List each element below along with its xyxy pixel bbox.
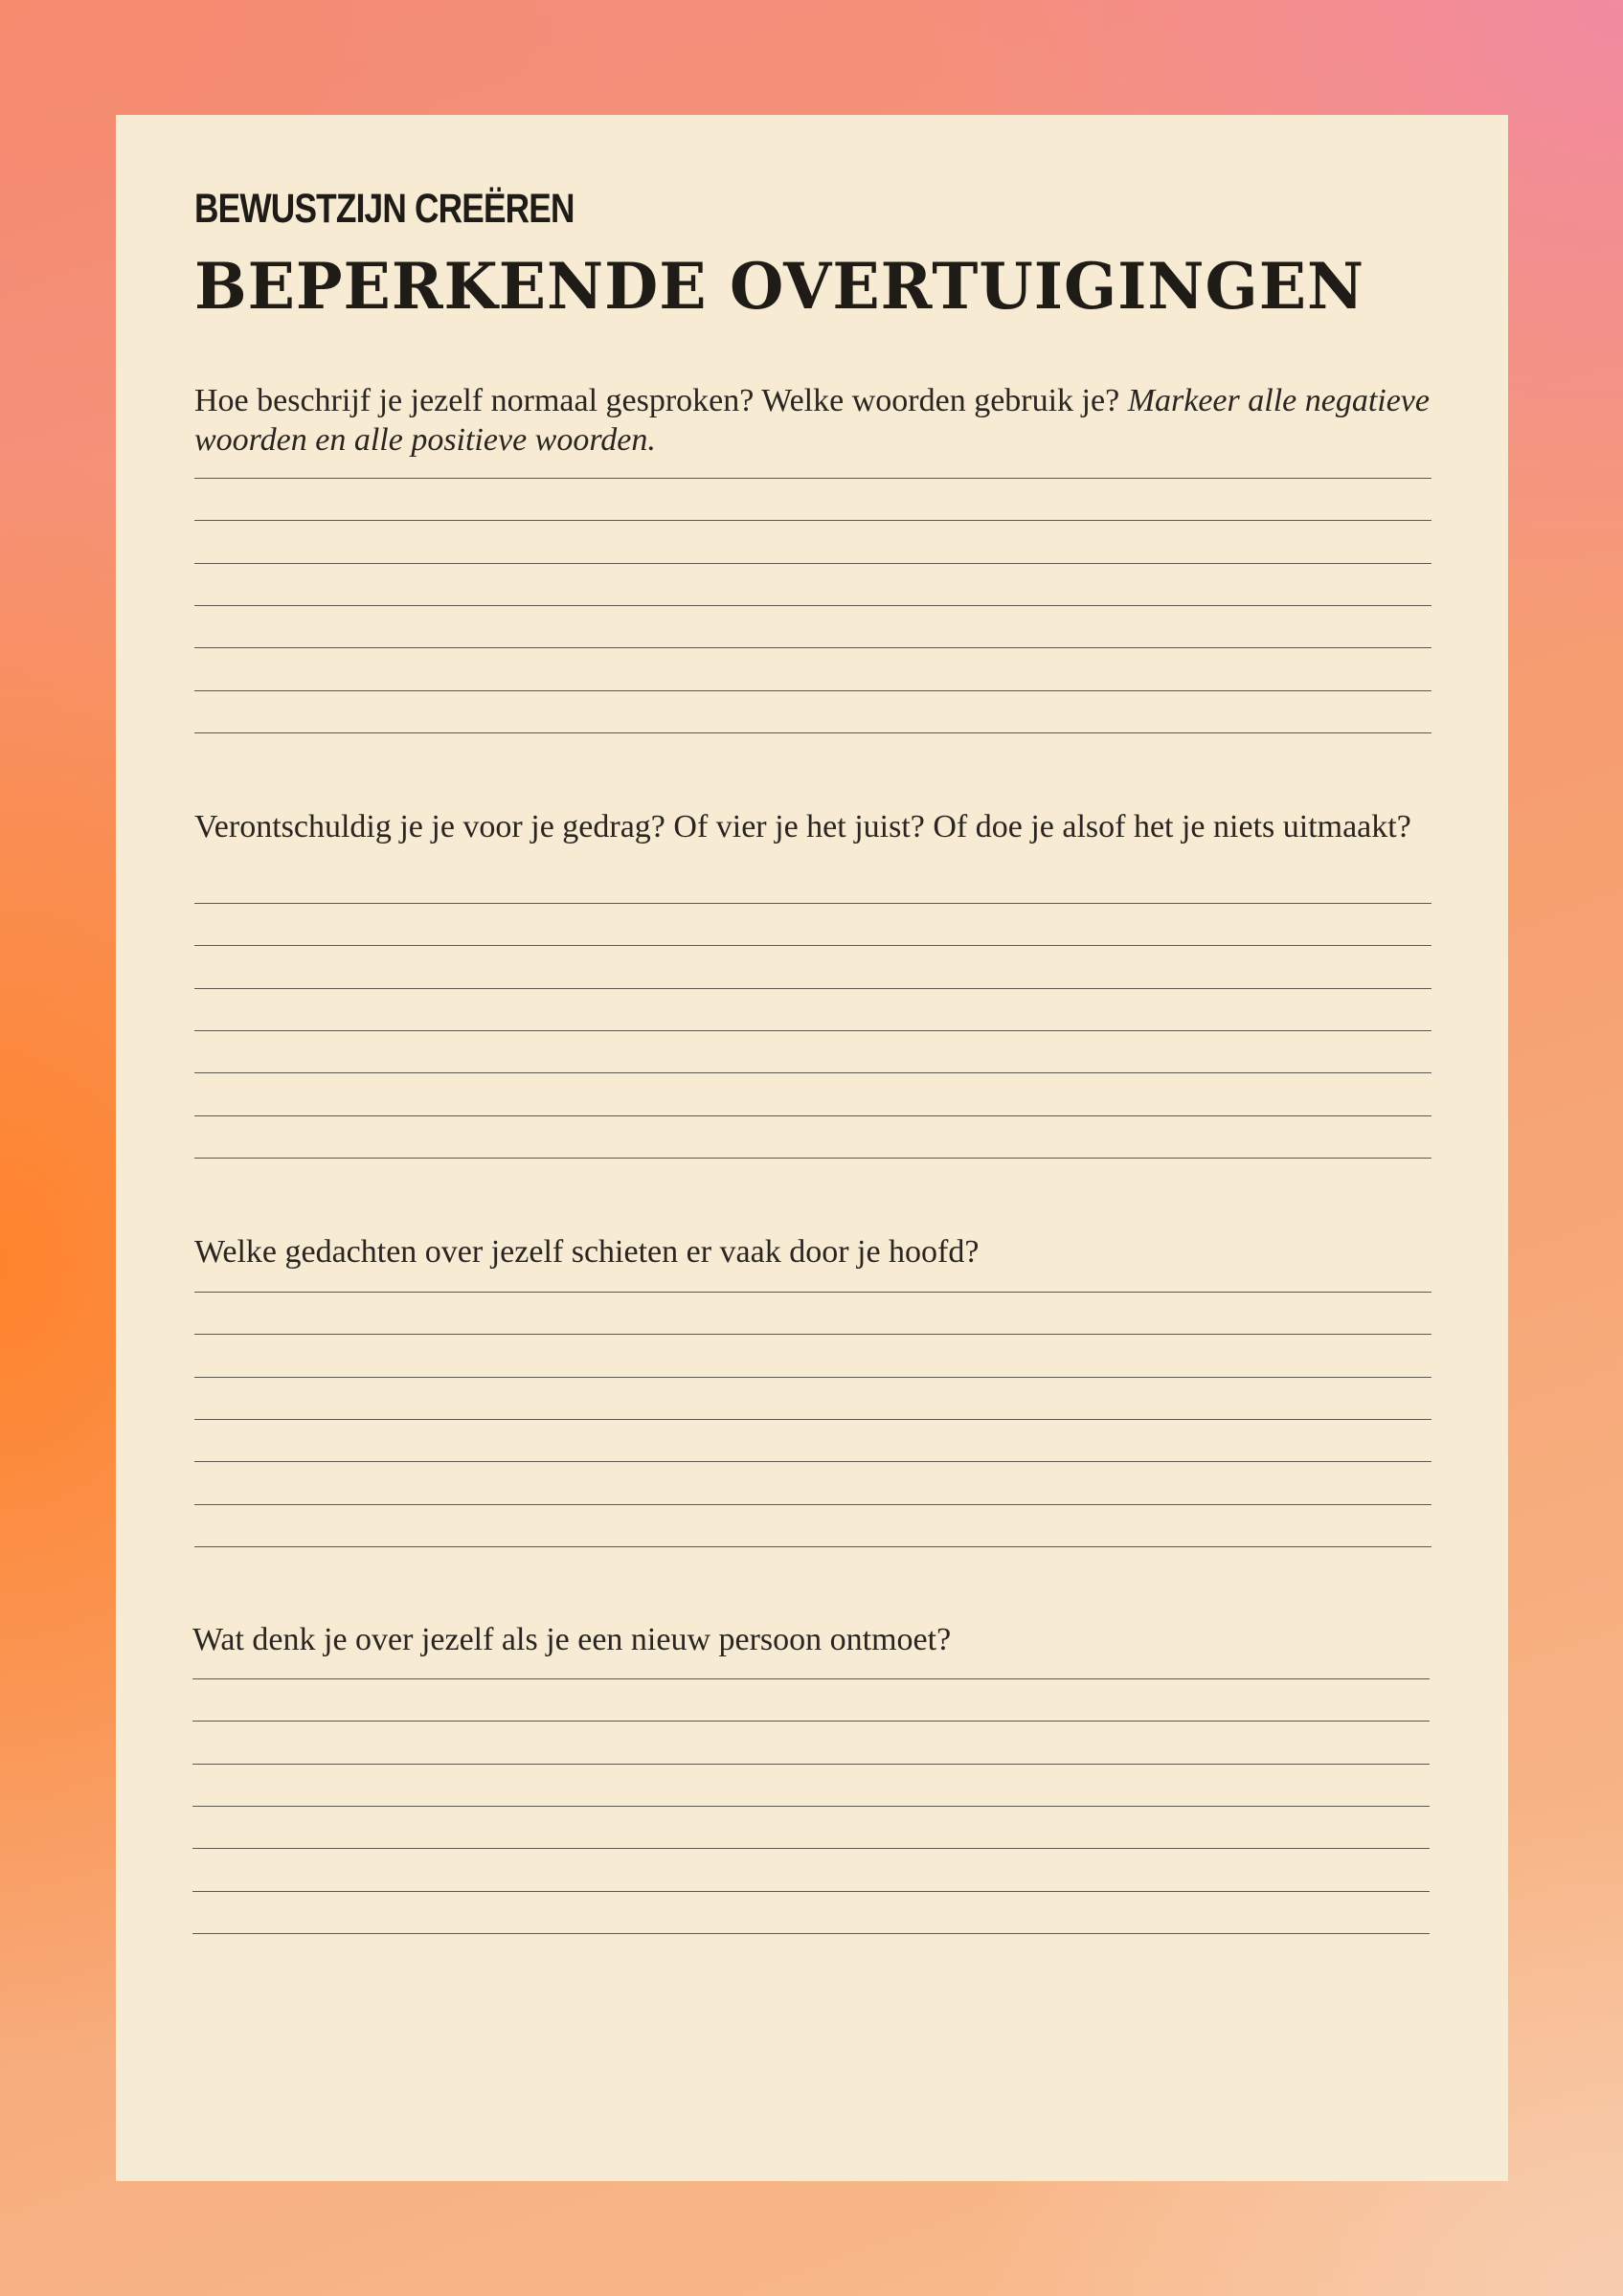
question-2 <box>194 807 1431 846</box>
answer-line <box>194 647 1431 648</box>
answer-line <box>194 605 1431 606</box>
answer-line <box>194 1158 1431 1159</box>
question-1-emphasis: Markeer alle negatieve woorden en alle positieve woorden. <box>194 383 1430 458</box>
answer-line <box>194 1334 1431 1335</box>
answer-line <box>194 732 1431 733</box>
answer-line <box>194 1419 1431 1420</box>
answer-line <box>194 1504 1431 1505</box>
answer-line <box>194 1292 1431 1293</box>
answer-line <box>192 1806 1430 1807</box>
answer-line <box>192 1848 1430 1849</box>
answer-line <box>194 1377 1431 1378</box>
answer-line <box>194 988 1431 989</box>
question-4-text: Wat denk je over jezelf als je een nieuw persoon ontmoet? <box>192 1622 952 1657</box>
page-title: BEPERKENDE OVERTUIGINGEN <box>194 249 1365 324</box>
question-4 <box>192 1620 1430 1659</box>
answer-line <box>194 563 1431 564</box>
section-kicker: BEWUSTZIJN CREËREN <box>194 186 575 232</box>
question-1 <box>194 381 1431 460</box>
question-3 <box>194 1232 1431 1272</box>
answer-line <box>194 903 1431 904</box>
question-2-text: Verontschuldig je je voor je gedrag? Of vier je het juist? Of doe je alsof het je niets uitmaakt? <box>194 809 1411 844</box>
answer-line <box>194 1030 1431 1031</box>
answer-line <box>192 1891 1430 1892</box>
answer-line <box>194 690 1431 691</box>
worksheet-page <box>116 115 1508 2181</box>
answer-line <box>192 1678 1430 1679</box>
answer-line <box>194 1461 1431 1462</box>
question-3-text: Welke gedachten over jezelf schieten er vaak door je hoofd? <box>194 1234 980 1270</box>
answer-line <box>194 945 1431 946</box>
question-1-text: Hoe beschrijf je jezelf normaal gesproken? Welke woorden gebruik je? <box>194 383 1120 418</box>
answer-line <box>194 1546 1431 1547</box>
answer-line <box>194 520 1431 521</box>
answer-line <box>192 1721 1430 1722</box>
answer-line <box>194 1072 1431 1073</box>
answer-line <box>194 1115 1431 1116</box>
answer-line <box>192 1933 1430 1934</box>
answer-line <box>194 478 1431 479</box>
answer-line <box>192 1764 1430 1765</box>
